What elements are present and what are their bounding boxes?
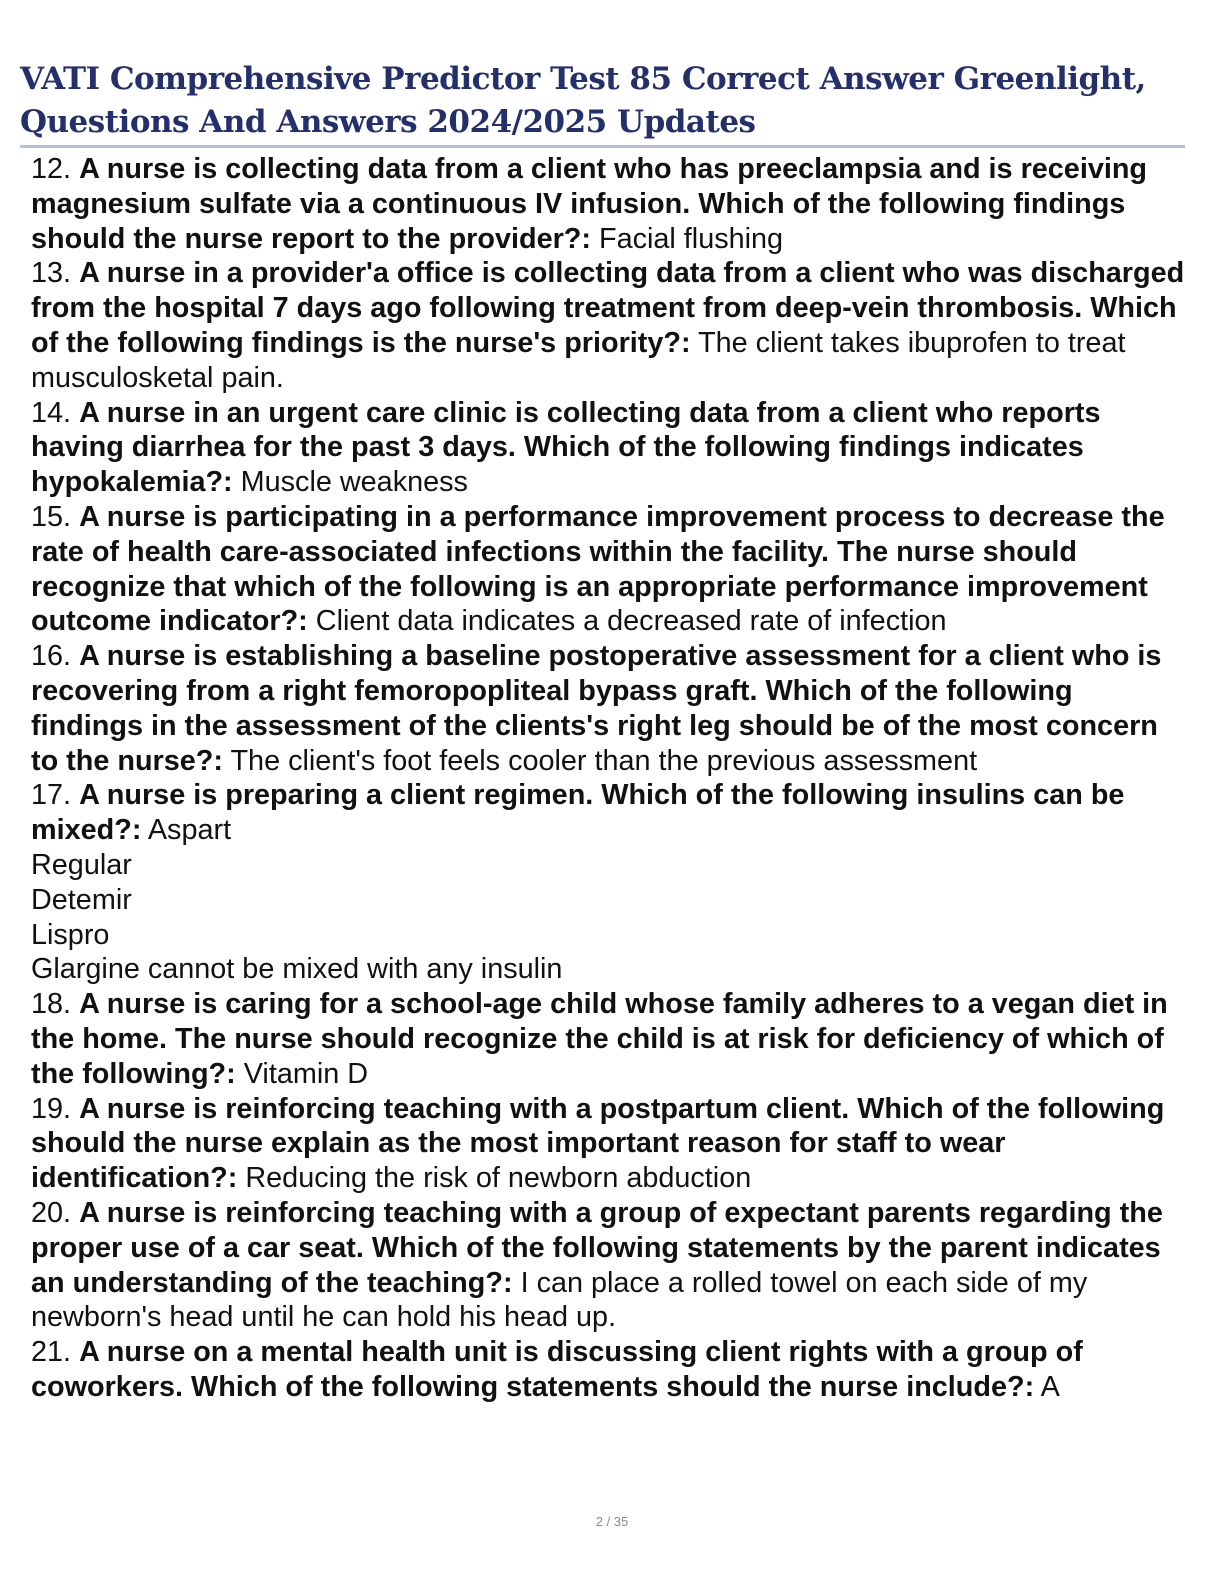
question-text: A nurse is reinforcing teaching with a group of expectant parents regarding the proper use of a car seat. Which of the following statements by the parent indicates an understanding of the teaching?: bbox=[31, 1196, 1163, 1299]
question-number: 15. bbox=[31, 500, 72, 533]
answer-line: Regular bbox=[31, 848, 132, 881]
qa-item bbox=[31, 778, 1191, 987]
answer-text: Facial flushing bbox=[598, 222, 784, 255]
document-header bbox=[20, 58, 1190, 144]
answer-text: Vitamin D bbox=[243, 1057, 369, 1090]
answer-text: A bbox=[1040, 1370, 1060, 1403]
question-number: 20. bbox=[31, 1196, 72, 1229]
question-number: 16. bbox=[31, 640, 72, 673]
question-text: A nurse is collecting data from a client who has preeclampsia and is receiving magnesium sulfate via a continuous IV infusion. Which of the following findings should the nurse report to the provider?: bbox=[31, 153, 1148, 255]
question-number: 14. bbox=[31, 396, 72, 429]
qa-item bbox=[31, 1092, 1191, 1196]
answer-text: Muscle weakness bbox=[240, 466, 468, 499]
question-text: A nurse is participating in a performance improvement process to decrease the rate of health care-associated infections within the facility. The nurse should recognize that which of the following is an appropriate performance improvement outcome indicator?: bbox=[31, 500, 1165, 638]
question-text: A nurse in a provider'a office is collecting data from a client who was discharged from the hospital 7 days ago following treatment from deep-vein thrombosis. Which of the following findings is the nurse's priority?: bbox=[31, 257, 1185, 359]
qa-item bbox=[31, 152, 1191, 256]
answer-line: Lispro bbox=[31, 918, 110, 951]
question-answer-list bbox=[31, 152, 1191, 1405]
question-number: 18. bbox=[31, 988, 72, 1021]
answer-line: Detemir bbox=[31, 883, 132, 916]
answer-text: Aspart bbox=[147, 814, 232, 847]
question-text: A nurse is reinforcing teaching with a postpartum client. Which of the following should the nurse explain as the most important reason for staff to wear identification?: bbox=[31, 1092, 1165, 1195]
document-title-line-1: VATI Comprehensive Predictor Test 85 Correct Answer Greenlight, bbox=[20, 61, 1146, 97]
page-indicator: 2 / 35 bbox=[595, 1514, 629, 1529]
question-number: 12. bbox=[31, 153, 72, 185]
qa-item bbox=[31, 500, 1191, 639]
answer-text: I can place a rolled towel on each side of my newborn's head until he can hold his head up. bbox=[31, 1266, 1088, 1334]
question-text: A nurse is establishing a baseline postoperative assessment for a client who is recovering from a right femoropopliteal bypass graft. Which of the following findings in the assessment of the clients's right leg should be of the most concern to the nurse?: bbox=[31, 640, 1162, 777]
question-text: A nurse in an urgent care clinic is collecting data from a client who reports having diarrhea for the past 3 days. Which of the following findings indicates hypokalemia?: bbox=[31, 396, 1101, 499]
qa-item bbox=[31, 1196, 1191, 1335]
qa-item bbox=[31, 256, 1191, 395]
question-number: 13. bbox=[31, 257, 72, 290]
question-text: A nurse is caring for a school-age child whose family adheres to a vegan diet in the home. The nurse should recognize the child is at risk for deficiency of which of the following?: bbox=[31, 988, 1168, 1090]
answer-line: Glargine cannot be mixed with any insulin bbox=[31, 953, 563, 986]
document-title bbox=[20, 58, 1190, 144]
question-number: 17. bbox=[31, 779, 72, 812]
question-number: 19. bbox=[31, 1092, 72, 1125]
question-text: A nurse is preparing a client regimen. Which of the following insulins can be mixed?: bbox=[31, 779, 1125, 847]
question-number: 21. bbox=[31, 1336, 72, 1369]
header-divider bbox=[20, 145, 1185, 148]
answer-text: Client data indicates a decreased rate of infection bbox=[315, 605, 947, 638]
document-title-line-2: Questions And Answers 2024/2025 Updates bbox=[20, 104, 756, 140]
answer-text: The client's foot feels cooler than the previous assessment bbox=[230, 744, 978, 777]
qa-item bbox=[31, 1335, 1191, 1405]
answer-text: Reducing the risk of newborn abduction bbox=[245, 1162, 752, 1195]
question-text: A nurse on a mental health unit is discussing client rights with a group of coworkers. Which of the following statements should the nurse include?: bbox=[31, 1336, 1083, 1403]
answer-text: The client takes ibuprofen to treat musculosketal pain. bbox=[31, 326, 1126, 394]
qa-item bbox=[31, 639, 1191, 778]
qa-item bbox=[31, 987, 1191, 1091]
qa-item bbox=[31, 396, 1191, 500]
